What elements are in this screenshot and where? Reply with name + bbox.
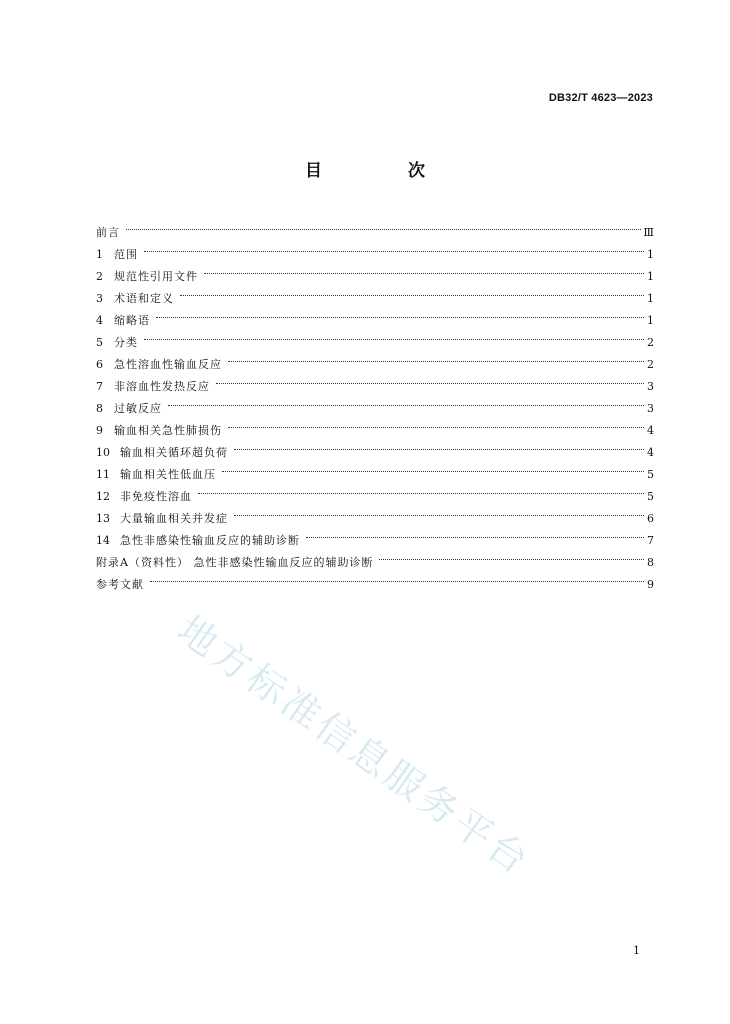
toc-entry-page: 8 bbox=[647, 556, 654, 569]
toc-entry-page: 2 bbox=[647, 336, 654, 349]
toc-entry-number: 4 bbox=[96, 314, 103, 327]
toc-entry-label: 输血相关循环超负荷 bbox=[120, 446, 228, 459]
toc-entry-number: 6 bbox=[96, 358, 103, 371]
toc-entry-number: 5 bbox=[96, 336, 103, 349]
dot-leader bbox=[234, 427, 644, 450]
dot-leader bbox=[150, 559, 644, 582]
toc-entry-number: 3 bbox=[96, 292, 103, 305]
dot-leader bbox=[222, 449, 644, 472]
toc-title: 目 次 bbox=[305, 161, 465, 181]
toc-entry-label: 非溶血性发热反应 bbox=[114, 380, 210, 393]
toc-entry-page: 3 bbox=[647, 402, 654, 415]
toc-entry-number: 2 bbox=[96, 270, 103, 283]
toc-entry-page: 1 bbox=[647, 248, 654, 261]
toc-entry-label: 附录A（资料性） 急性非感染性输血反应的辅助诊断 bbox=[96, 556, 374, 569]
toc-entry-label: 分类 bbox=[114, 336, 138, 349]
toc-entry-page: 6 bbox=[647, 512, 654, 525]
toc-entry-page: 9 bbox=[647, 578, 654, 591]
toc-entry-page: 4 bbox=[647, 446, 654, 459]
toc-entry-number: 1 bbox=[96, 248, 103, 261]
toc-entry-label: 缩略语 bbox=[114, 314, 150, 327]
toc-entry-page: 3 bbox=[647, 380, 654, 393]
toc-entry-label: 输血相关性低血压 bbox=[120, 468, 216, 481]
dot-leader bbox=[198, 471, 644, 494]
toc-entry-page: 7 bbox=[647, 534, 654, 547]
toc-entry-page: 1 bbox=[647, 270, 654, 283]
toc-entry-label: 参考文献 bbox=[96, 578, 144, 591]
toc-entry-label: 非免疫性溶血 bbox=[120, 490, 192, 503]
toc-entry-page: 4 bbox=[647, 424, 654, 437]
dot-leader bbox=[228, 405, 644, 428]
toc-entry-number: 14 bbox=[96, 534, 110, 547]
table-of-contents bbox=[96, 213, 654, 591]
dot-leader bbox=[234, 493, 644, 516]
toc-entry[interactable] bbox=[96, 565, 654, 591]
dot-leader bbox=[379, 537, 644, 560]
toc-entry-label: 术语和定义 bbox=[114, 292, 174, 305]
toc-entry-label: 急性溶血性输血反应 bbox=[114, 358, 222, 371]
toc-entry-number: 9 bbox=[96, 424, 103, 437]
dot-leader bbox=[228, 339, 644, 362]
toc-entry-page: Ⅲ bbox=[643, 226, 654, 239]
toc-entry-number: 10 bbox=[96, 446, 110, 459]
dot-leader bbox=[144, 229, 644, 252]
toc-entry-page: 5 bbox=[647, 490, 654, 503]
toc-entry-label: 规范性引用文件 bbox=[114, 270, 198, 283]
toc-entry-label: 范围 bbox=[114, 248, 138, 261]
toc-entry-page: 1 bbox=[647, 314, 654, 327]
toc-entry-label: 过敏反应 bbox=[114, 402, 162, 415]
dot-leader bbox=[168, 383, 644, 406]
dot-leader bbox=[126, 207, 641, 230]
toc-entry-number: 7 bbox=[96, 380, 103, 393]
toc-entry-label: 大量输血相关并发症 bbox=[120, 512, 228, 525]
toc-entry-page: 1 bbox=[647, 292, 654, 305]
dot-leader bbox=[144, 317, 644, 340]
toc-entry-label: 前言 bbox=[96, 226, 120, 239]
document-code: DB32/T 4623—2023 bbox=[548, 92, 653, 104]
toc-entry-page: 5 bbox=[647, 468, 654, 481]
toc-entry-number: 8 bbox=[96, 402, 103, 415]
toc-entry-page: 2 bbox=[647, 358, 654, 371]
toc-entry-label: 输血相关急性肺损伤 bbox=[114, 424, 222, 437]
dot-leader bbox=[204, 251, 644, 274]
dot-leader bbox=[216, 361, 644, 384]
dot-leader bbox=[180, 273, 644, 296]
toc-entry-number: 11 bbox=[96, 468, 110, 481]
toc-entry-number: 13 bbox=[96, 512, 110, 525]
watermark: 地方标准信息服务平台 bbox=[169, 607, 539, 885]
page-number: 1 bbox=[633, 944, 640, 957]
dot-leader bbox=[156, 295, 644, 318]
dot-leader bbox=[306, 515, 644, 538]
toc-entry-label: 急性非感染性输血反应的辅助诊断 bbox=[120, 534, 300, 547]
toc-entry-number: 12 bbox=[96, 490, 110, 503]
